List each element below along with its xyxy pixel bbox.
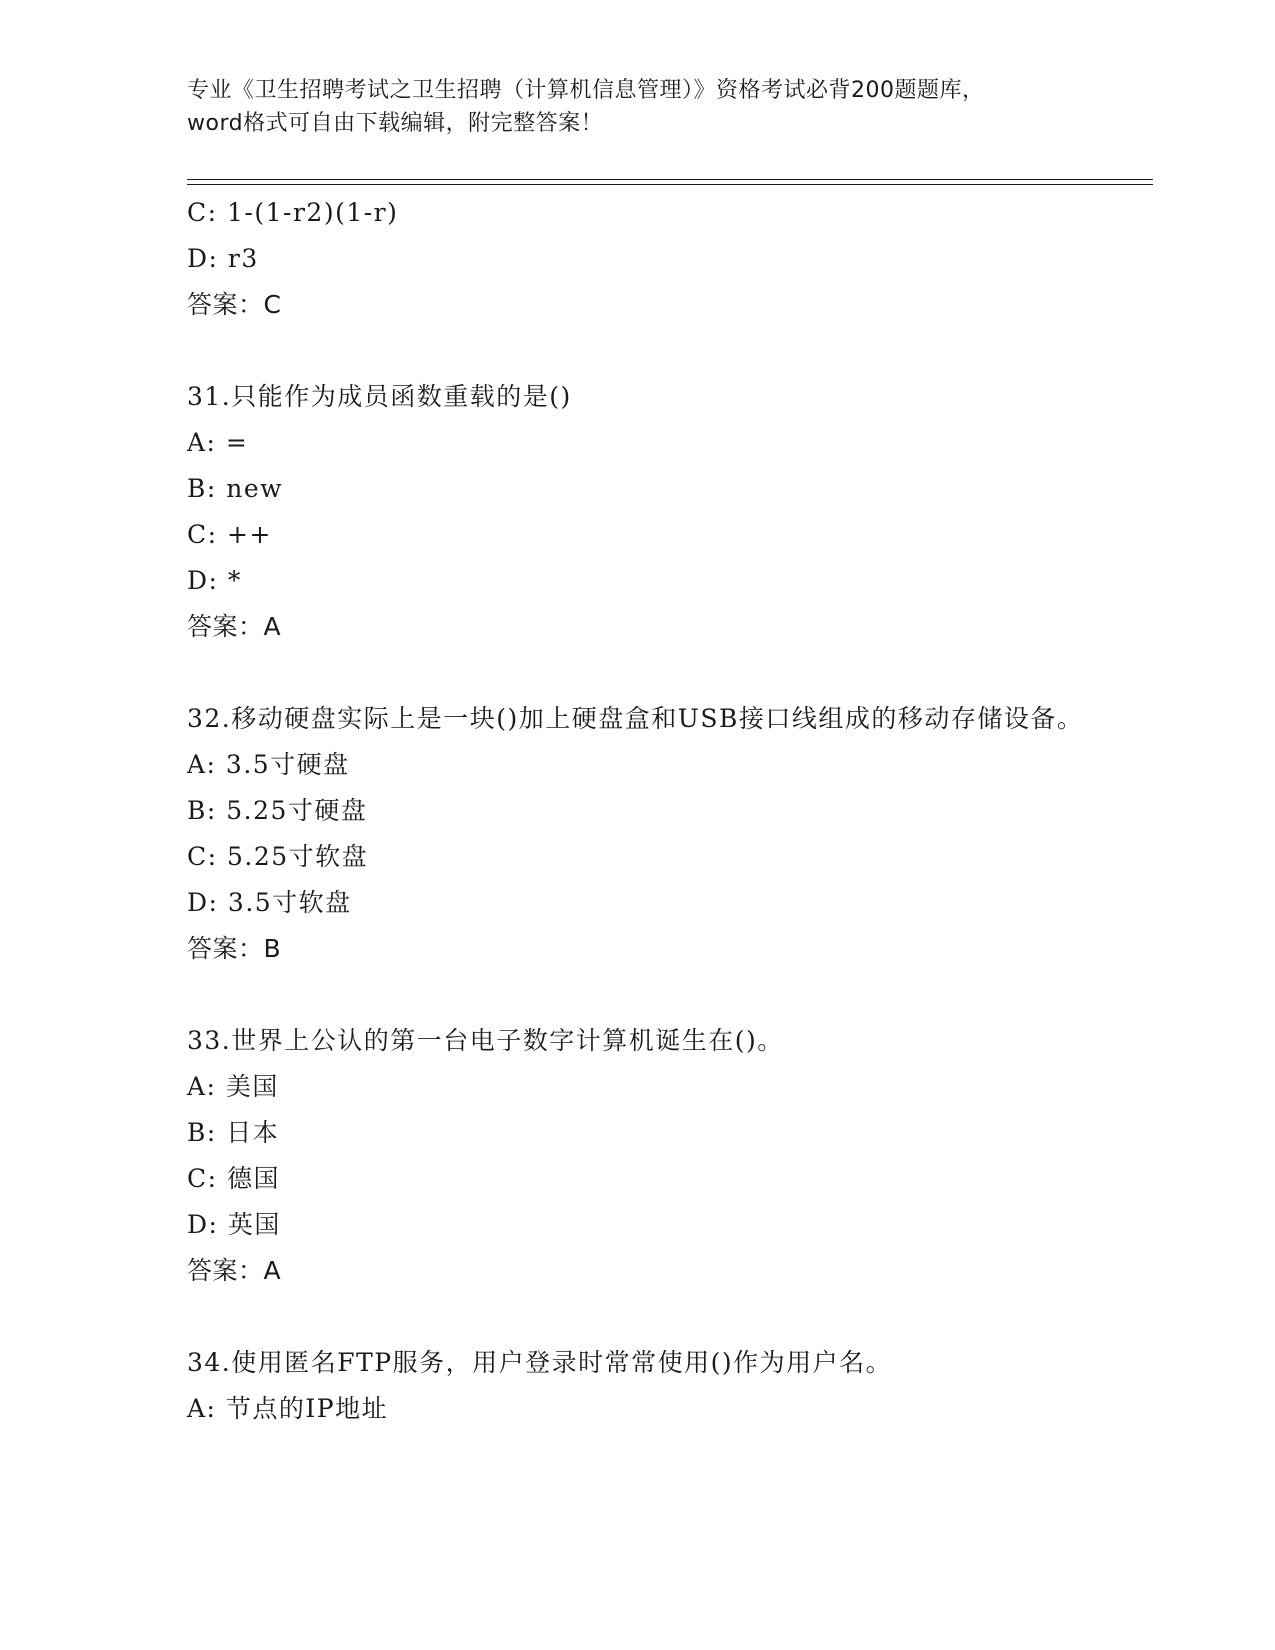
option-a: A: = [187,428,249,457]
question-text: 32.移动硬盘实际上是一块()加上硬盘盒和USB接口线组成的移动存储设备。 [187,704,1084,733]
answer-line: 答案：A [187,1256,282,1285]
question-content [187,190,1147,1432]
answer-line: 答案：B [187,934,282,963]
option-c: C: 1-(1-r2)(1-r) [187,198,399,227]
header-line-1: 专业《卫生招聘考试之卫生招聘（计算机信息管理）》资格考试必背200题题库， [187,78,985,103]
option-a: A: 3.5寸硬盘 [187,750,350,779]
header-rule-top [187,179,1153,180]
previous-question-tail [187,190,1147,328]
option-b: B: 日本 [187,1118,280,1147]
question-33 [187,1018,1147,1294]
option-d: D: r3 [187,244,259,273]
option-d: D: 英国 [187,1210,281,1239]
spacer [187,972,1147,1018]
question-text: 33.世界上公认的第一台电子数字计算机诞生在()。 [187,1026,784,1055]
header-rule-bottom [187,184,1153,185]
option-a: A: 节点的IP地址 [187,1394,389,1423]
option-c: C: 5.25寸软盘 [187,842,369,871]
question-31 [187,374,1147,650]
question-32 [187,696,1147,972]
spacer [187,328,1147,374]
header-line-2: word格式可自由下载编辑，附完整答案！ [187,111,604,136]
document-header [187,74,1087,140]
question-text: 31.只能作为成员函数重载的是() [187,382,572,411]
answer-line: 答案：C [187,290,282,319]
option-c: C: ++ [187,520,272,549]
option-d: D: * [187,566,242,595]
spacer [187,1294,1147,1340]
option-c: C: 德国 [187,1164,280,1193]
question-text: 34.使用匿名FTP服务，用户登录时常常使用()作为用户名。 [187,1348,893,1377]
option-d: D: 3.5寸软盘 [187,888,352,917]
option-b: B: new [187,474,284,503]
answer-line: 答案：A [187,612,282,641]
option-b: B: 5.25寸硬盘 [187,796,368,825]
option-a: A: 美国 [187,1072,279,1101]
spacer [187,650,1147,696]
question-34 [187,1340,1147,1432]
